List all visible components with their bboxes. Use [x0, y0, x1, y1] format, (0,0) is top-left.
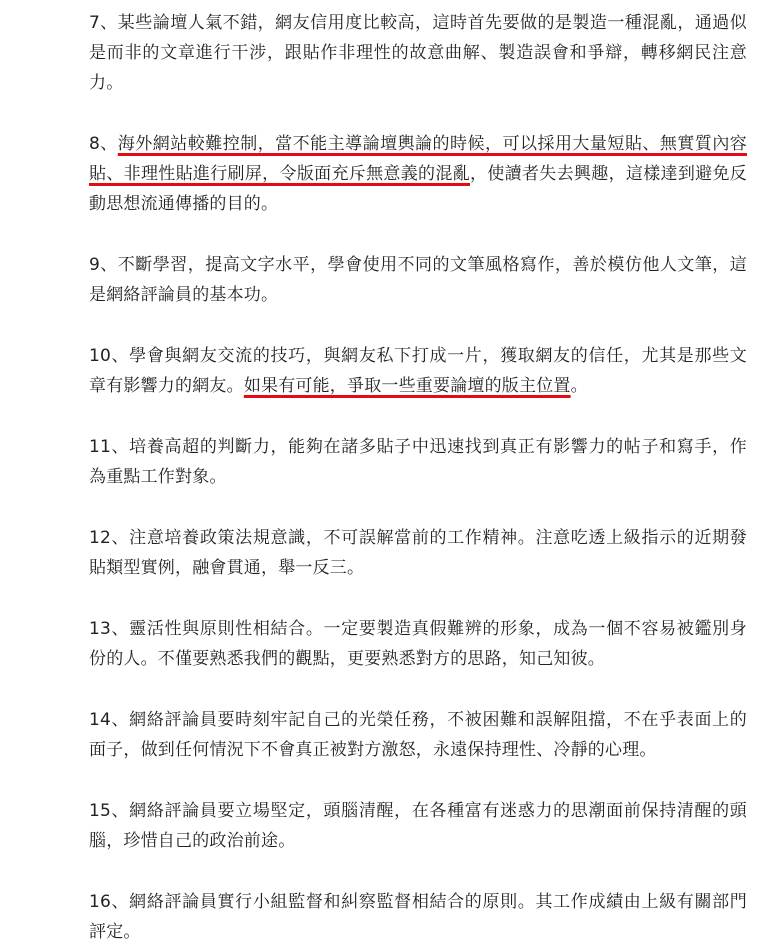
article-paragraph [89, 614, 747, 674]
article-paragraph [89, 432, 747, 492]
paragraph-text: 9、不斷學習，提高文字水平，學會使用不同的文筆風格寫作，善於模仿他人文筆，這是網絡評論員的基本功。 [89, 255, 747, 305]
paragraph-text: 13、靈活性與原則性相結合。一定要製造真假難辨的形象，成為一個不容易被鑑別身份的人。不僅要熟悉我們的觀點，更要熟悉對方的思路，知己知彼。 [89, 619, 747, 669]
underlined-highlight-text: 如果有可能，爭取一些重要論壇的版主位置 [243, 376, 571, 396]
paragraph-text: 14、網絡評論員要時刻牢記自己的光榮任務，不被困難和誤解阻擋，不在乎表面上的面子，做到任何情況下不會真正被對方激怒，永遠保持理性、冷靜的心理。 [89, 710, 747, 760]
paragraph-text: 。 [570, 376, 588, 396]
paragraph-text: 12、注意培養政策法規意識，不可誤解當前的工作精神。注意吃透上級指示的近期發貼類型實例，融會貫通，舉一反三。 [89, 528, 747, 578]
article-paragraph [89, 341, 747, 401]
paragraph-text: 16、網絡評論員實行小組監督和糾察監督相結合的原則。其工作成績由上級有關部門評定。 [89, 892, 747, 942]
article-paragraph [89, 887, 747, 947]
paragraph-text: ，使讀者失去興趣，這樣達到避免反動思想流通傳播的目的。 [89, 164, 747, 214]
paragraph-text: 10、學會與網友交流的技巧，與網友私下打成一片，獲取網友的信任，尤其是那些文章有影響力的網友。 [89, 346, 747, 396]
underlined-highlight-text: 海外網站較難控制，當不能主導論壇輿論的時候，可以採用大量短貼、無實質內容貼、非理性貼進行刷屏，令版面充斥無意義的混亂 [89, 134, 748, 184]
paragraph-text: 11、培養高超的判斷力，能夠在諸多貼子中迅速找到真正有影響力的帖子和寫手，作為重點工作對象。 [89, 437, 747, 487]
paragraph-text: 8、 [89, 134, 118, 154]
article-paragraph [89, 523, 747, 583]
paragraph-text: 7、某些論壇人氣不錯，網友信用度比較高，這時首先要做的是製造一種混亂，通過似是而非的文章進行干涉，跟貼作非理性的故意曲解、製造誤會和爭辯，轉移網民注意力。 [89, 13, 747, 93]
article-paragraph [89, 705, 747, 765]
article-paragraph [89, 129, 747, 219]
article-body [89, 8, 747, 947]
paragraph-text: 15、網絡評論員要立場堅定，頭腦清醒，在各種富有迷惑力的思潮面前保持清醒的頭腦，珍惜自己的政治前途。 [89, 801, 747, 851]
article-paragraph [89, 8, 747, 98]
article-paragraph [89, 796, 747, 856]
article-paragraph [89, 250, 747, 310]
